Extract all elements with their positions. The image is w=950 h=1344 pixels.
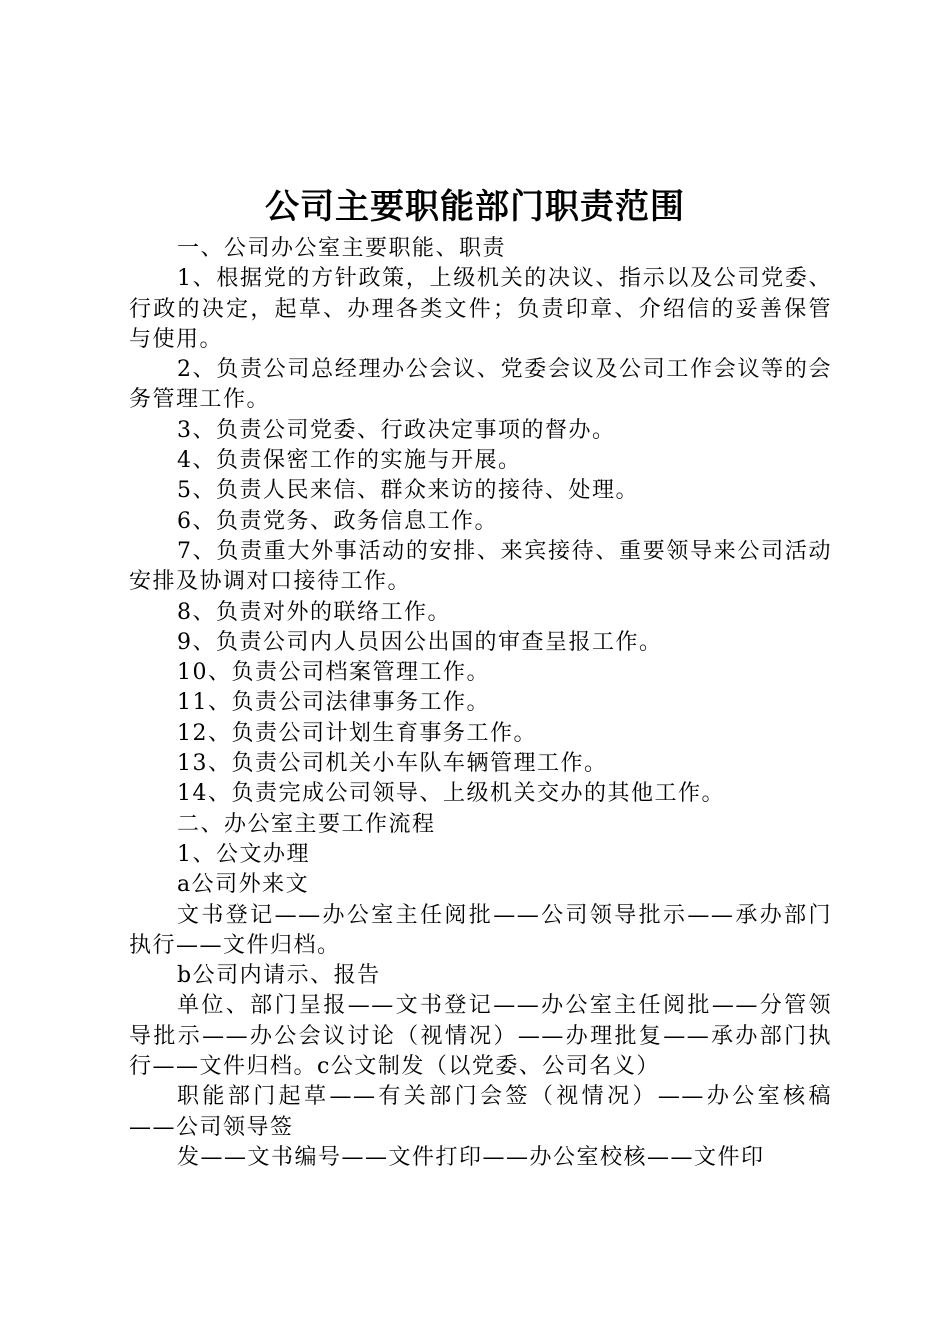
section-heading-workflow: 二、办公室主要工作流程 — [177, 811, 436, 837]
workflow-subheading-document-handling: 1、公文办理 — [177, 841, 310, 867]
workflow-label-internal-requests: b公司内请示、报告 — [177, 963, 381, 989]
duty-item-9: 9、负责公司内人员因公出国的审查呈报工作。 — [177, 629, 663, 655]
document-body — [129, 234, 832, 1173]
duty-item-14: 14、负责完成公司领导、上级机关交办的其他工作。 — [177, 781, 725, 807]
duty-item-5: 5、负责人民来信、群众来访的接待、处理。 — [177, 478, 639, 504]
duty-item-12: 12、负责公司计划生育事务工作。 — [177, 720, 537, 746]
duty-item-8: 8、负责对外的联络工作。 — [177, 599, 451, 625]
duty-item-2: 2、负责公司总经理办公会议、党委会议及公司工作会议等的会务管理工作。 — [129, 357, 832, 413]
duty-item-4: 4、负责保密工作的实施与开展。 — [177, 448, 522, 474]
duty-item-3: 3、负责公司党委、行政决定事项的督办。 — [177, 417, 616, 443]
document-title: 公司主要职能部门职责范围 — [265, 187, 685, 227]
duty-item-1: 1、根据党的方针政策，上级机关的决议、指示以及公司党委、行政的决定，起草、办理各类文件；负责印章、介绍信的妥善保管与使用。 — [129, 266, 832, 352]
duty-item-10: 10、负责公司档案管理工作。 — [177, 660, 490, 686]
duty-item-7: 7、负责重大外事活动的安排、来宾接待、重要领导来公司活动安排及协调对口接待工作。 — [129, 538, 832, 595]
workflow-steps-issuing: 发——文书编号——文件打印——办公室校核——文件印 — [177, 1144, 765, 1170]
workflow-steps-internal-requests: 单位、部门呈报——文书登记——办公室主任阅批——分管领导批示——办公会议讨论（视情况）——办理批复——承办部门执行——文件归档。c公文制发（以党委、公司名义） — [129, 993, 832, 1080]
duty-item-11: 11、负责公司法律事务工作。 — [177, 690, 490, 716]
workflow-label-external-docs: a公司外来文 — [177, 872, 310, 898]
section-heading-office-duties: 一、公司办公室主要职能、职责 — [177, 236, 507, 261]
workflow-steps-external-docs: 文书登记——办公室主任阅批——公司领导批示——承办部门执行——文件归档。 — [129, 902, 832, 958]
duty-item-6: 6、负责党务、政务信息工作。 — [177, 508, 498, 534]
workflow-steps-drafting: 职能部门起草——有关部门会签（视情况）——办公室核稿——公司领导签 — [129, 1084, 832, 1140]
duty-item-13: 13、负责公司机关小车队车辆管理工作。 — [177, 751, 608, 777]
